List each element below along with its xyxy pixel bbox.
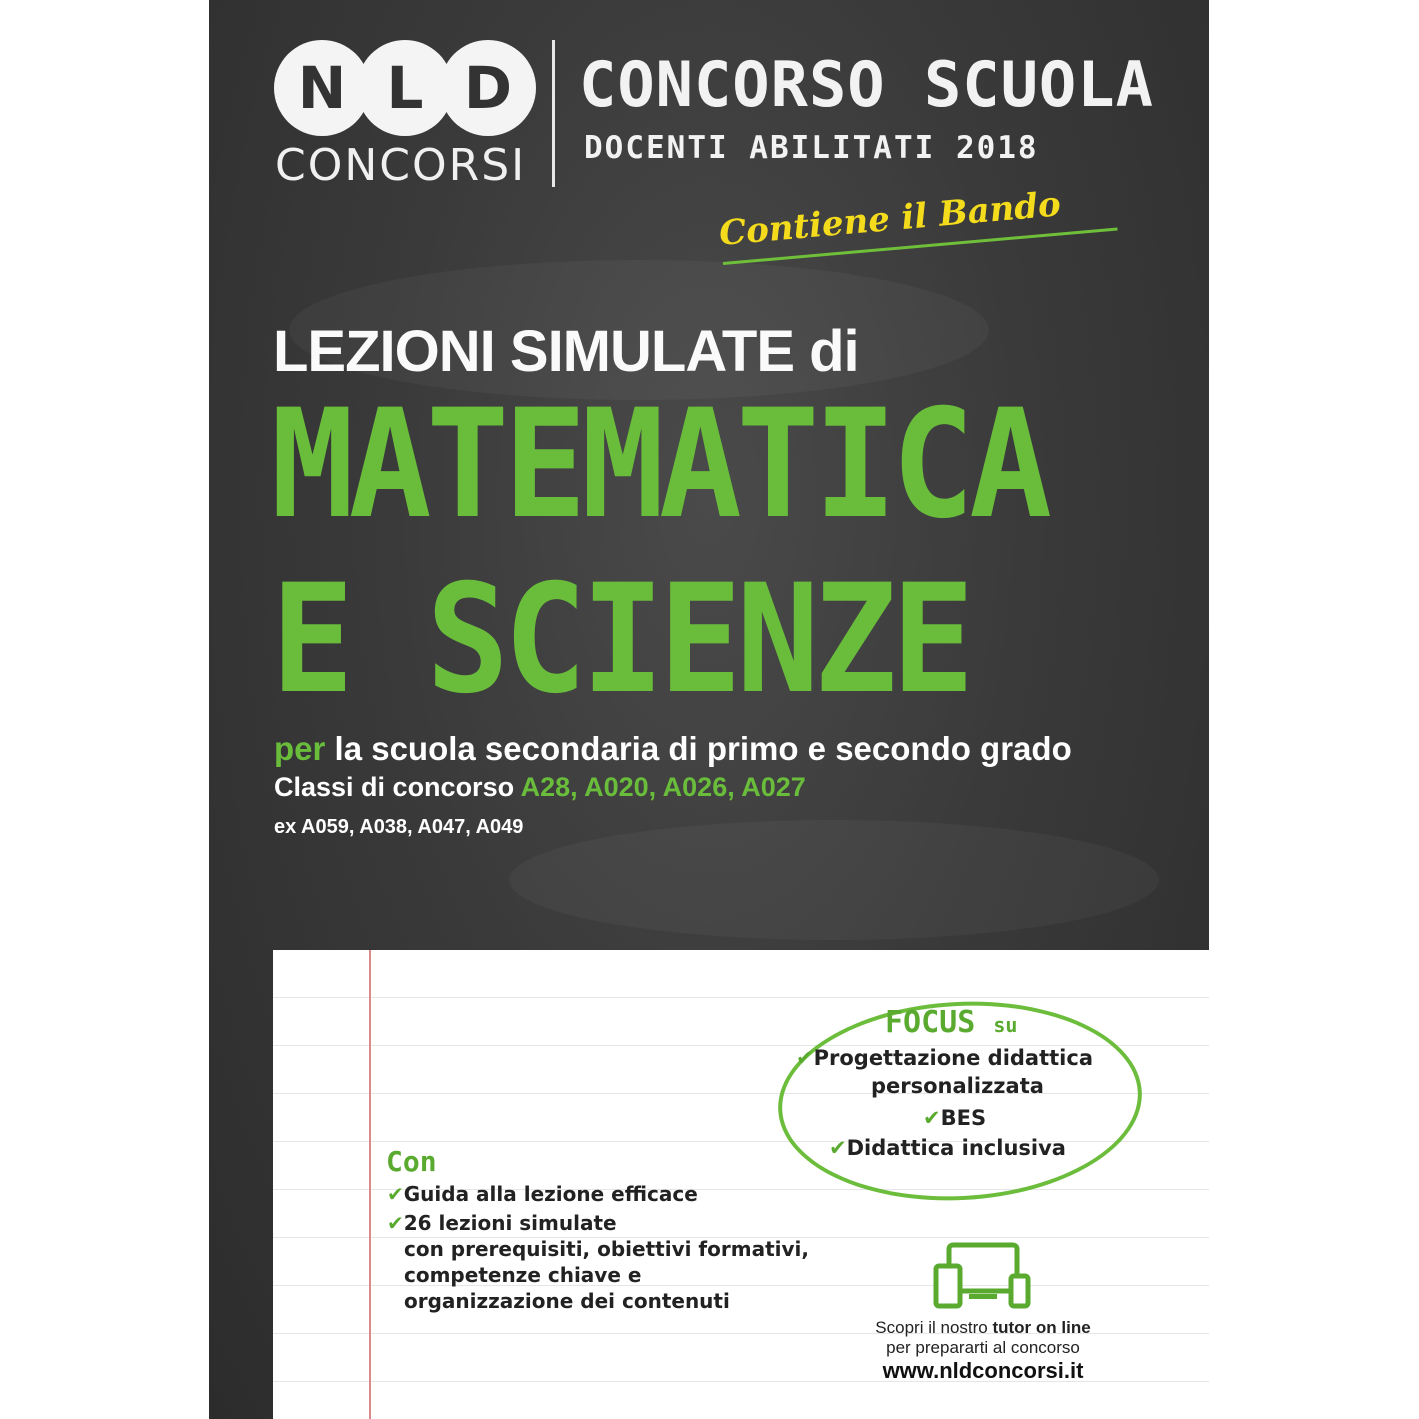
audience-text: la scuola secondaria di primo e secondo grado [334, 730, 1072, 767]
tutor-text-pre: Scopri il nostro [875, 1318, 993, 1337]
bando-badge: Contiene il Bando [717, 184, 1063, 254]
con-item-continued: con prerequisiti, obiettivi formativi, [404, 1237, 809, 1261]
focus-title [885, 1005, 1017, 1040]
check-icon: ✔ [387, 1182, 404, 1206]
title-prefix: LEZIONI SIMULATE di [273, 319, 859, 384]
focus-title-suffix: su [993, 1013, 1018, 1037]
tutor-text-bold: tutor on line [992, 1318, 1091, 1337]
series-title: CONCORSO SCUOLA [579, 48, 1154, 121]
notebook-panel [273, 950, 1209, 1419]
classi-line [274, 772, 806, 803]
logo-wordmark: CONCORSI [275, 140, 527, 191]
focus-item-text: Progettazione didattica [813, 1046, 1093, 1070]
focus-item [923, 1106, 986, 1130]
focus-item-text: Didattica inclusiva [846, 1136, 1066, 1160]
focus-item [829, 1136, 1066, 1160]
con-item-text: 26 lezioni simulate [403, 1211, 617, 1235]
logo-letter: L [357, 40, 453, 136]
title-line1: MATEMATICA [271, 378, 1047, 552]
tutor-text [833, 1318, 1133, 1358]
classi-codes: A28, A020, A026, A027 [520, 772, 806, 802]
margin-line [369, 950, 371, 1419]
audience-line [274, 730, 1072, 768]
series-subtitle: DOCENTI ABILITATI 2018 [584, 130, 1039, 166]
con-item-continued: organizzazione dei contenuti [404, 1289, 730, 1313]
tutor-text-line2: per prepararti al concorso [886, 1338, 1080, 1357]
logo-letter: N [274, 40, 370, 136]
book-cover [209, 0, 1209, 1419]
con-item [387, 1182, 698, 1206]
chalk-smudge [509, 820, 1159, 940]
con-title: Con [386, 1145, 437, 1178]
devices-icon [933, 1242, 1033, 1312]
ex-codes: ex A059, A038, A047, A049 [274, 816, 524, 838]
focus-title-text: FOCUS [885, 1005, 976, 1040]
title-line2: E SCIENZE [271, 553, 970, 727]
check-icon: ✔ [387, 1211, 404, 1235]
focus-item [796, 1046, 1093, 1070]
classi-label: Classi di concorso [274, 772, 515, 802]
logo [274, 40, 536, 140]
con-item-text: Guida alla lezione efficace [403, 1182, 698, 1206]
focus-item [871, 1074, 1044, 1098]
per-word: per [274, 730, 326, 767]
check-icon: ✔ [796, 1046, 814, 1070]
check-icon: ✔ [923, 1106, 941, 1130]
focus-item-text: personalizzata [871, 1074, 1044, 1098]
con-item-continued: competenze chiave e [404, 1263, 642, 1287]
header-divider [552, 40, 555, 187]
con-item [387, 1211, 617, 1235]
focus-item-text: BES [940, 1106, 987, 1130]
check-icon: ✔ [829, 1136, 847, 1160]
website-link[interactable]: www.nldconcorsi.it [882, 1358, 1084, 1383]
logo-letter: D [440, 40, 536, 136]
